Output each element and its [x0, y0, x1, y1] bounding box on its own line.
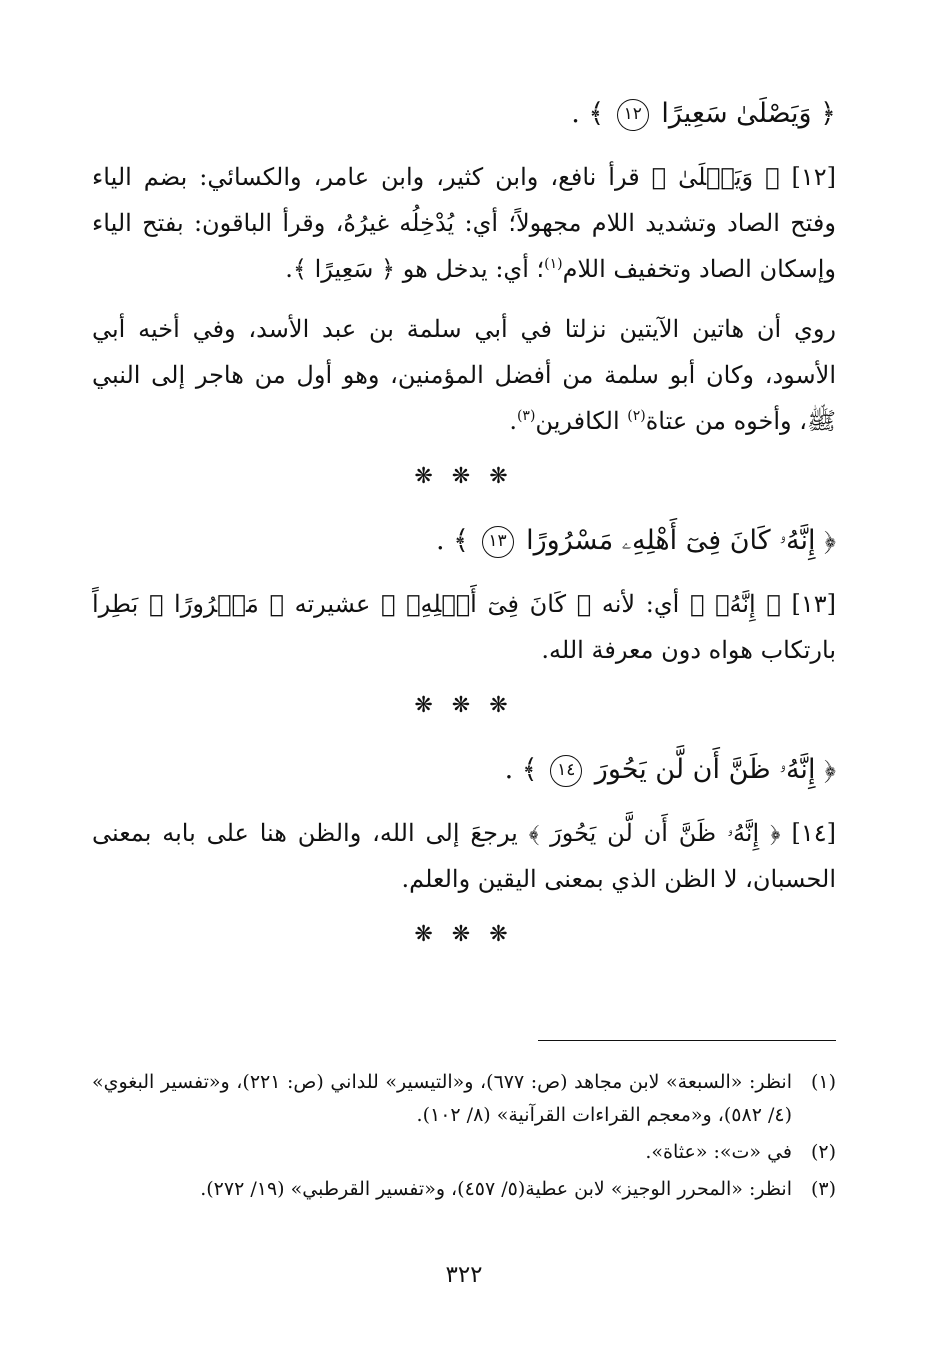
verse-close: ﴾ .: [435, 525, 469, 556]
footnote-2: [92, 1136, 836, 1169]
tafsir-paragraph-12: [92, 154, 836, 292]
quran-verse-14: [92, 744, 836, 796]
footnote-text: انظر: «السبعة» لابن مجاهد (ص: ٦٧٧)، و«التيسير» للداني (ص: ٢٢١)، و«تفسير البغوي» (٤/ ٥٨٢)، و«معجم القراءات القرآنية» (٨/ ١٠٢).: [92, 1071, 792, 1126]
revelation-paragraph: [92, 306, 836, 444]
footnote-ref-1[interactable]: (١): [544, 256, 563, 272]
verse-text: ﴿ إِنَّهُۥ ظَنَّ أَن لَّن يَحُورَ: [594, 754, 836, 785]
paragraph-text: الكافرين: [535, 407, 628, 435]
paragraph-text: ؛ أي: يدخل هو ﴿ سَعِيرًا ﴾.: [285, 255, 545, 283]
footnote-number: (٢): [810, 1141, 836, 1163]
verse-text: ﴿ وَيَصْلَىٰ سَعِيرًا: [661, 98, 836, 129]
footnotes: [92, 1066, 836, 1210]
section-separator: ❋ ❋ ❋: [414, 922, 514, 947]
footnote-3: [92, 1173, 836, 1206]
paragraph-text: .: [509, 407, 517, 435]
verse-text: ﴿ إِنَّهُۥ كَانَ فِىٓ أَهْلِهِۦ مَسْرُورًا: [526, 525, 836, 556]
footnote-number: (٣): [810, 1178, 836, 1200]
footnote-ref-2[interactable]: (٢): [627, 408, 646, 424]
tafsir-paragraph-13: [١٣] ﴿ إِنَّهُۥ ﴾ أي: لأنه ﴿ كَانَ فِىٓ أَهۡلِهِۦ ﴾ عشيرته ﴿ مَسۡرُورًا ﴾ بَطِراً بارتكاب هواه دون معرفة الله.: [92, 590, 836, 664]
footnote-number: (١): [810, 1071, 836, 1093]
verse-close: ﴾ .: [504, 754, 538, 785]
verse-number-marker: ١٢: [617, 99, 649, 131]
footnote-divider: [538, 1040, 836, 1041]
quran-verse-12: [92, 88, 836, 140]
section-separator: ❋ ❋ ❋: [414, 464, 514, 489]
paragraph-text: روي أن هاتين الآيتين نزلتا في أبي سلمة بن عبد الأسد، وفي أخيه أبي الأسود، وكان أبو سلمة من أفضل المؤمنين، وهو أول من هاجر إلى النبي ﷺ، وأخوه من عتاة: [92, 315, 836, 435]
section-separator: ❋ ❋ ❋: [414, 693, 514, 718]
tafsir-paragraph-14: [١٤] ﴿ إِنَّهُۥ ظَنَّ أَن لَّن يَحُورَ ﴾ يرجعَ إلى الله، والظن هنا على بابه بمعنى الحسبان، لا الظن الذي بمعنى اليقين والعلم.: [92, 819, 836, 893]
verse-number-marker: ١٣: [482, 526, 514, 558]
page-number: ٣٢٢: [445, 1262, 483, 1288]
footnote-1: [92, 1066, 836, 1132]
verse-close: ﴾ .: [571, 98, 605, 129]
verse-number-marker: ١٤: [550, 755, 582, 787]
footnote-text: انظر: «المحرر الوجيز» لابن عطية(٥/ ٤٥٧)، و«تفسير القرطبي» (١٩/ ٢٧٢).: [200, 1178, 792, 1200]
quran-verse-13: [92, 515, 836, 567]
paragraph-text: [١٢] ﴿ وَيَصۡلَىٰ ﴾ قرأ نافع، وابن كثير، وابن عامر، والكسائي: بضم الياء وفتح الصاد وتشديد اللام مجهولاً؛ أي: يُدْخِلُه غيرُهُ، وقرأ الباقون: بفتح الياء وإسكان الصاد وتخفيف اللام: [92, 163, 836, 283]
footnote-text: في «ت»: «عثاة».: [645, 1141, 792, 1163]
main-text: [92, 88, 836, 973]
footnote-ref-3[interactable]: (٣): [516, 408, 536, 424]
